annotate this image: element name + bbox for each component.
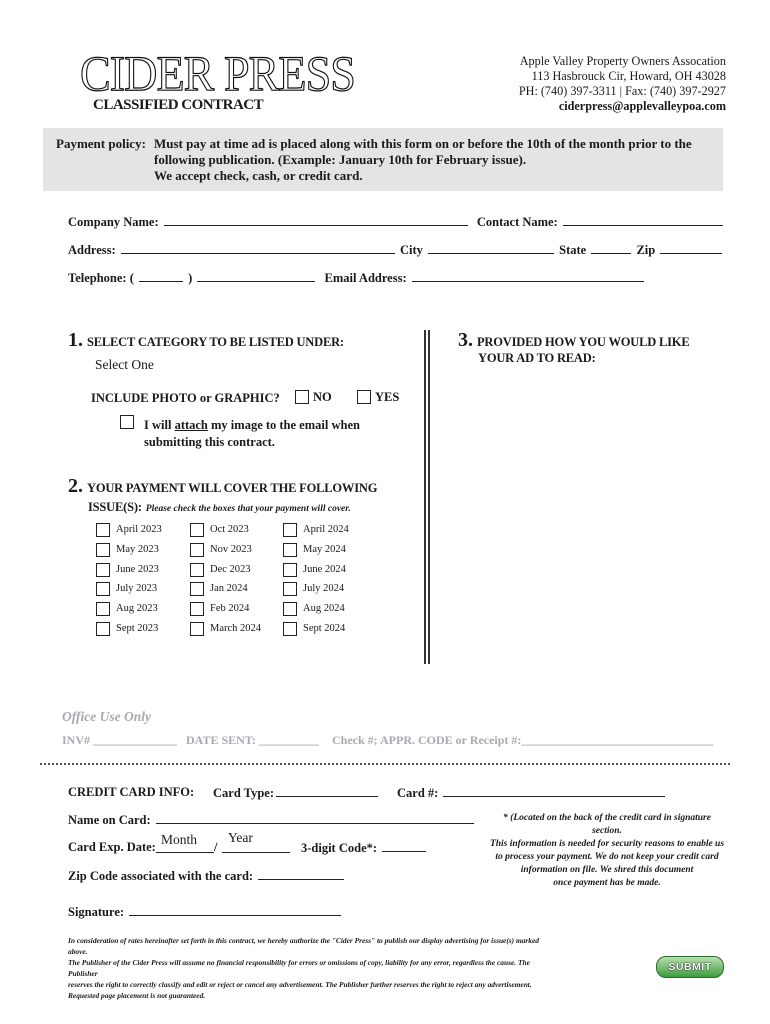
company-row (68, 214, 725, 230)
issue-label: July 2023 (116, 583, 158, 595)
legal-line-3: reserves the right to correctly classify and edit or reject or cancel any advertisement. The Publisher further reserves the right to reject any advertisement. (68, 980, 532, 989)
section-2-instruction: Please check the boxes that your payment will cover. (145, 504, 351, 514)
issue-label: Oct 2023 (210, 524, 249, 535)
photo-yes-checkbox[interactable] (357, 390, 371, 404)
email-field[interactable] (412, 270, 644, 282)
section-1-title: SELECT CATEGORY TO BE LISTED UNDER: (87, 335, 344, 349)
issue-checkbox[interactable] (96, 563, 110, 577)
signature-field[interactable] (129, 904, 341, 916)
exp-date-label: Card Exp. Date: (68, 840, 156, 854)
attach-text-line-2: submitting this contract. (144, 435, 275, 449)
issue-checkbox[interactable] (96, 523, 110, 537)
issue-checkbox[interactable] (283, 622, 297, 636)
section-2-subheading (88, 498, 351, 516)
city-field[interactable] (428, 242, 554, 254)
section-2-title-2: ISSUE(S): (88, 500, 142, 514)
issue-label: May 2024 (303, 543, 346, 555)
issue-label: Nov 2023 (210, 543, 252, 555)
column-divider-right (428, 330, 430, 664)
city-label: City (399, 243, 423, 257)
office-check: Check #; APPR. CODE or Receipt #:________________________________ (332, 733, 714, 747)
issue-checkbox[interactable] (283, 523, 297, 537)
signature-label: Signature: (68, 905, 125, 919)
issue-label: July 2024 (303, 583, 345, 595)
signature-row (68, 904, 343, 920)
email-label: Email Address: (324, 271, 407, 285)
issue-checkbox[interactable] (283, 602, 297, 616)
company-label: Company Name: (68, 215, 159, 229)
issue-label: April 2024 (303, 524, 349, 535)
org-address: 113 Hasbrouck Cir, Howard, OH 43028 (531, 69, 726, 83)
legal-text (68, 935, 558, 1001)
photo-no-checkbox[interactable] (295, 390, 309, 404)
issue-checkbox[interactable] (190, 582, 204, 596)
address-row (68, 242, 724, 258)
issue-checkbox[interactable] (96, 622, 110, 636)
section-1-heading (68, 329, 344, 352)
issue-checkbox[interactable] (96, 582, 110, 596)
name-on-card-label: Name on Card: (68, 813, 151, 827)
note-line-1: * (Located on the back of the credit card in signature section. (503, 813, 711, 836)
issue-label: Sept 2024 (303, 623, 346, 634)
issue-checkbox[interactable] (283, 563, 297, 577)
address-label: Address: (68, 243, 116, 257)
state-field[interactable] (591, 242, 631, 254)
issue-label: June 2024 (303, 563, 346, 575)
issue-label: Feb 2024 (210, 603, 250, 615)
exp-month-line (156, 852, 214, 853)
code-row (301, 840, 428, 856)
issue-label: Aug 2023 (116, 603, 158, 615)
name-on-card-row (68, 812, 476, 828)
security-note (488, 812, 726, 890)
document-title: CIDER PRESS (80, 45, 355, 101)
card-type-row (213, 785, 380, 801)
issue-checkbox[interactable] (190, 563, 204, 577)
section-3-heading (458, 329, 689, 352)
issue-label: Dec 2023 (210, 563, 251, 575)
org-phone-fax: PH: (740) 397-3311 | Fax: (740) 397-2927 (518, 84, 726, 98)
issue-checkbox[interactable] (190, 523, 204, 537)
attach-checkbox[interactable] (120, 415, 134, 429)
exp-month-select[interactable]: Month (161, 832, 198, 847)
issue-checkbox[interactable] (190, 543, 204, 557)
office-date-sent: DATE SENT: __________ (186, 733, 319, 747)
area-code-field[interactable] (139, 270, 183, 282)
section-3-number: 3. (458, 329, 473, 351)
photo-question: INCLUDE PHOTO or GRAPHIC? (91, 391, 280, 405)
exp-slash: / (214, 840, 218, 854)
address-field[interactable] (121, 242, 395, 254)
photo-no-label: NO (313, 390, 332, 404)
org-name: Apple Valley Property Owners Assocation (519, 54, 726, 68)
legal-line-1: In consideration of rates hereinafter set forth in this contract, we hereby authorize the "Cider Press" to publish our display advertising for issue(s) marked above. (68, 936, 539, 956)
note-line-4: information on file. We shred this document (520, 865, 694, 875)
photo-yes-label: YES (375, 390, 400, 404)
note-line-3: to process your payment. We do not keep your credit card (495, 852, 719, 862)
issue-checkbox[interactable] (283, 582, 297, 596)
legal-line-4: Requested page placement is not guaranteed. (68, 991, 206, 1000)
attach-text (144, 417, 360, 451)
code-field[interactable] (382, 840, 426, 852)
issue-label: April 2023 (116, 524, 162, 535)
card-zip-field[interactable] (258, 868, 344, 880)
policy-line-1: Must pay at time ad is placed along with this form on or before the 10th of the month prior to the (154, 136, 692, 151)
telephone-row (68, 270, 646, 286)
contact-name-field[interactable] (563, 214, 723, 226)
exp-year-select[interactable]: Year (228, 830, 253, 845)
section-1-number: 1. (68, 329, 83, 351)
state-label: State (559, 243, 587, 257)
issue-checkbox[interactable] (96, 543, 110, 557)
org-info (519, 54, 726, 114)
issue-label: Aug 2024 (303, 603, 345, 615)
credit-info-label: CREDIT CARD INFO: (68, 785, 195, 799)
ad-text-area[interactable] (476, 372, 720, 657)
note-line-5: once payment has be made. (553, 878, 661, 888)
office-title: Office Use Only (62, 709, 151, 724)
telephone-label: Telephone: ( (68, 271, 134, 285)
submit-button[interactable]: SUBMIT (656, 956, 724, 978)
section-3-title-2: YOUR AD TO READ: (478, 351, 596, 365)
cut-line (40, 763, 730, 765)
company-name-field[interactable] (164, 214, 468, 226)
issue-label: Sept 2023 (116, 623, 159, 634)
name-on-card-field[interactable] (156, 812, 474, 824)
category-select[interactable]: Select One (95, 357, 154, 372)
policy-label: Payment policy: (56, 136, 146, 151)
attach-text-pre: I will (144, 418, 175, 432)
telephone-field[interactable] (197, 270, 315, 282)
zip-field[interactable] (660, 242, 722, 254)
issue-label: June 2023 (116, 563, 159, 575)
attach-word: attach (174, 418, 208, 432)
column-divider-left (424, 330, 426, 664)
code-label: 3-digit Code*: (301, 841, 378, 855)
zip-label: Zip (636, 243, 656, 257)
section-2-heading (68, 475, 377, 498)
issue-checkbox[interactable] (190, 622, 204, 636)
section-2-title: YOUR PAYMENT WILL COVER THE FOLLOWING (87, 481, 378, 495)
org-email: ciderpress@applevalleypoa.com (558, 99, 726, 113)
issue-label: Jan 2024 (210, 583, 248, 595)
card-zip-label: Zip Code associated with the card: (68, 869, 254, 883)
attach-text-post: my image to the email when (207, 418, 360, 432)
policy-line-2: following publication. (Example: January 10th for February issue). (154, 152, 527, 167)
card-zip-row (68, 868, 346, 884)
issue-checkbox[interactable] (96, 602, 110, 616)
contact-label: Contact Name: (476, 215, 558, 229)
card-type-field[interactable] (276, 785, 378, 797)
card-type-label: Card Type: (213, 786, 274, 800)
office-inv: INV# ______________ (62, 733, 178, 747)
exp-year-line (222, 852, 290, 853)
policy-text (154, 136, 719, 184)
card-number-label: Card #: (397, 786, 439, 800)
card-number-row (397, 785, 667, 801)
section-3-title: PROVIDED HOW YOU WOULD LIKE (477, 335, 690, 349)
note-line-2: This information is needed for security reasons to enable us (489, 839, 725, 849)
legal-line-2: The Publisher of the Cider Press will assume no financial responsibility for errors or omissions of copy, liability for any error, regardless the cause. The Publisher (68, 958, 530, 978)
section-2-number: 2. (68, 475, 83, 497)
issue-label: March 2024 (210, 623, 262, 634)
telephone-close: ) (188, 271, 193, 285)
issue-checkbox[interactable] (190, 602, 204, 616)
card-number-field[interactable] (443, 785, 665, 797)
policy-line-3: We accept check, cash, or credit card. (154, 168, 363, 183)
document-subtitle: CLASSIFIED CONTRACT (93, 97, 264, 113)
issue-checkbox[interactable] (283, 543, 297, 557)
issue-label: May 2023 (116, 543, 159, 555)
